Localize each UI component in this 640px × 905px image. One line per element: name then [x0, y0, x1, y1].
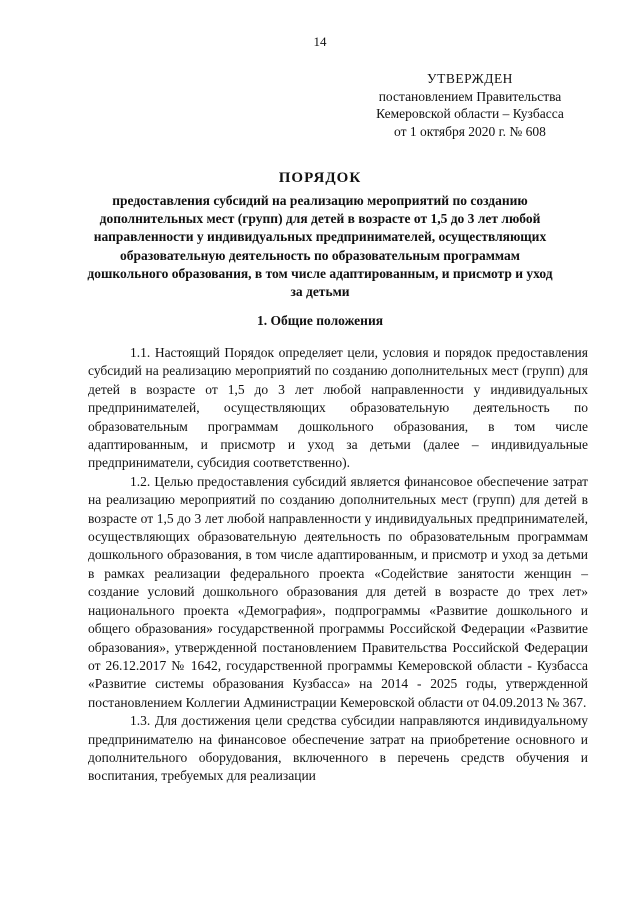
document-subtitle: предоставления субсидий на реализацию мероприятий по созданию дополнительных мест (групп) для детей в возрасте от 1,5 до 3 лет любой направленности у индивидуальных предпринимателей, осуществляющих образовательную деятельность по образовательным программам дошкольного образования, в том числе адаптированным, и присмотр и уход за детьми	[87, 193, 553, 300]
approval-line-3: от 1 октября 2020 г. № 608	[394, 123, 546, 139]
approval-line-1: постановлением Правительства	[378, 88, 562, 104]
document-title: ПОРЯДОК	[278, 170, 362, 186]
paragraph-1-2: 1.2. Целью предоставления субсидий является финансовое обеспечение затрат на реализацию мероприятий по созданию дополнительных мест (групп) для детей в возрасте от 1,5 до 3 лет любой направленности у индивидуальных предпринимателей, осуществляющих образовательную деятельность по образовательным программам дошкольного образования, в том числе адаптированным, и присмотр и уход за детьми в рамках реализации федерального проекта «Содействие занятости женщин – создание условий дошкольного образования для детей в возрасте до трех лет» национального проекта «Демография», подпрограммы «Развитие дошкольного и общего образования» государственной программы Российской Федерации «Развитие образования», утвержденной постановлением Правительства Российской Федерации от 26.12.2017 № 1642, государственной программы Кемеровской области - Кузбасса «Развитие системы образования Кузбасса» на 2014 - 2025 годы, утвержденной постановлением Коллегии Администрации Кемеровской области от 04.09.2013 № 367.	[88, 473, 588, 710]
page-number: 14	[313, 34, 327, 49]
approval-stamp	[360, 70, 580, 140]
approval-line-2: Кемеровской области – Кузбасса	[376, 106, 564, 121]
section-body	[88, 344, 588, 786]
section-heading: 1. Общие положения	[256, 313, 384, 328]
approval-title: УТВЕРЖДЕН	[427, 71, 513, 86]
paragraph-1-1: 1.1. Настоящий Порядок определяет цели, условия и порядок предоставления субсидий на реализацию мероприятий по созданию дополнительных мест (групп) для детей в возрасте от 1,5 до 3 лет любой направленности у индивидуальных предпринимателей, осуществляющих образовательную деятельность по образовательным программам дошкольного образования, в том числе адаптированным, и присмотр и уход за детьми (далее – индивидуальные предприниматели, субсидия соответственно).	[88, 345, 588, 471]
paragraph-1-3: 1.3. Для достижения цели средства субсидии направляются индивидуальному предпринимателю на финансовое обеспечение затрат на приобретение основного и дополнительного оборудования, включенного в перечень средств обучения и воспитания, требуемых для реализации	[88, 713, 588, 784]
